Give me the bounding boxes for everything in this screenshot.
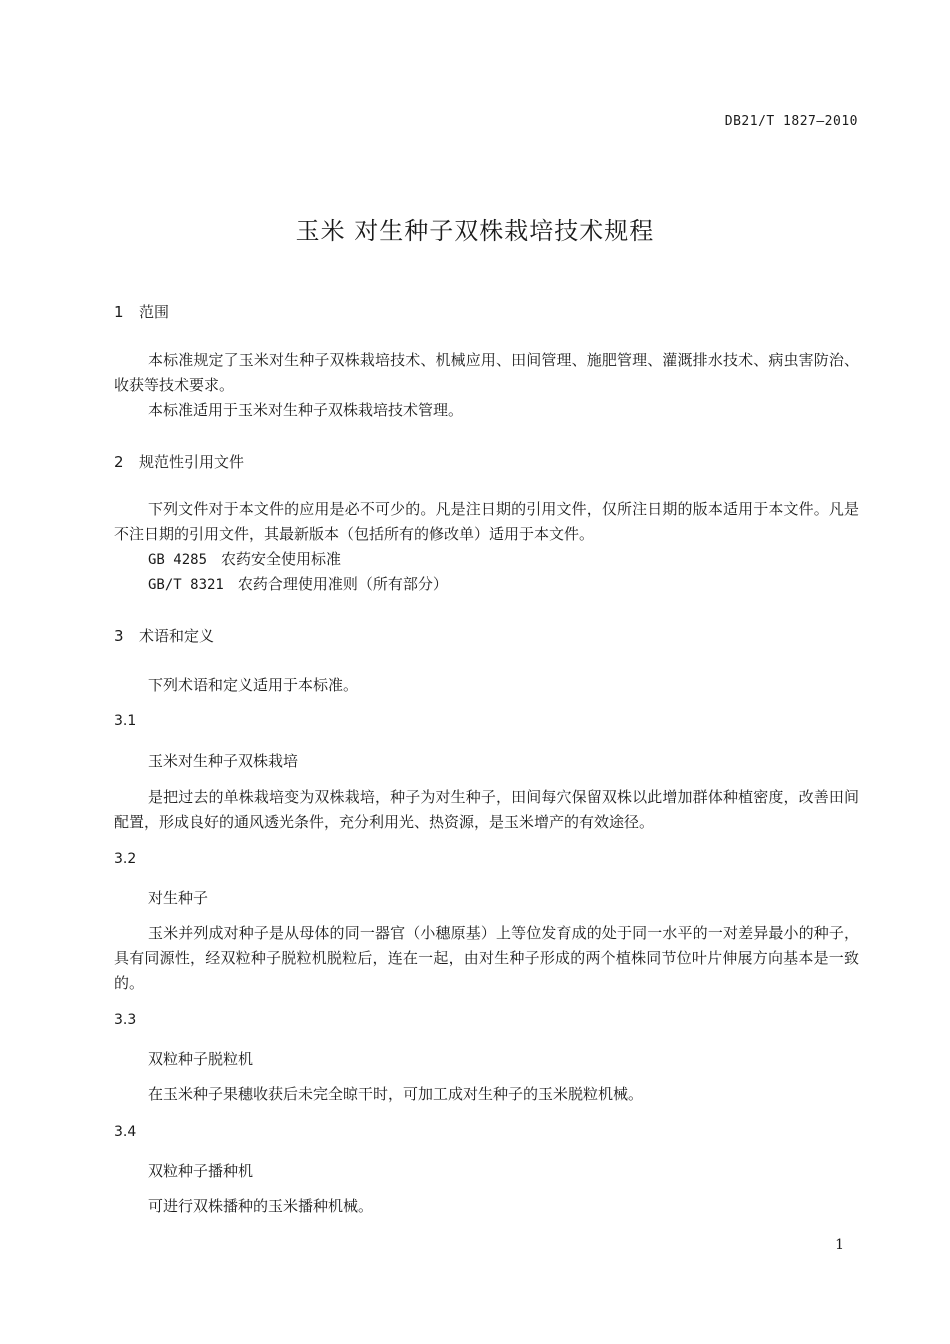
paragraph-references: 下列文件对于本文件的应用是必不可少的。凡是注日期的引用文件，仅所注日期的版本适用于本文件。凡是不注日期的引用文件，其最新版本（包括所有的修改单）适用于本文件。 xyxy=(114,500,859,543)
term-definition: 是把过去的单株栽培变为双株栽培，种子为对生种子，田间每穴保留双株以此增加群体种植密度，改善田间配置，形成良好的通风透光条件，充分利用光、热资源，是玉米增产的有效途径。 xyxy=(114,788,859,831)
term-number: 3.3 xyxy=(114,1012,137,1028)
section-number: 1 xyxy=(114,303,124,321)
term-name: 双粒种子脱粒机 xyxy=(148,1050,254,1068)
section-title: 范围 xyxy=(139,303,170,321)
paragraph-scope-2: 本标准适用于玉米对生种子双株栽培技术管理。 xyxy=(148,401,464,419)
document-title: 玉米 对生种子双株栽培技术规程 xyxy=(295,217,655,245)
term-name: 玉米对生种子双株栽培 xyxy=(148,752,299,770)
term-number: 3.4 xyxy=(114,1124,137,1140)
section-heading-references xyxy=(114,451,244,472)
term-definition: 玉米并列成对种子是从母体的同一器官（小穗原基）上等位发育成的处于同一水平的一对差异最小的种子，具有同源性，经双粒种子脱粒机脱粒后，连在一起，由对生种子形成的两个植株同节位叶片伸展方向基本是一致的。 xyxy=(114,924,859,992)
term-definition: 在玉米种子果穗收获后未完全晾干时，可加工成对生种子的玉米脱粒机械。 xyxy=(148,1085,644,1103)
reference-item xyxy=(148,573,448,594)
section-title: 规范性引用文件 xyxy=(139,453,245,471)
section-title: 术语和定义 xyxy=(139,627,215,645)
section-number: 3 xyxy=(114,627,124,645)
paragraph-terms-intro: 下列术语和定义适用于本标准。 xyxy=(148,676,359,694)
reference-code: GB/T 8321 xyxy=(148,577,224,593)
reference-item xyxy=(148,548,341,569)
section-number: 2 xyxy=(114,453,124,471)
reference-code: GB 4285 xyxy=(148,552,208,568)
term-name: 对生种子 xyxy=(148,889,209,907)
reference-title: 农药安全使用标准 xyxy=(221,550,342,568)
reference-title: 农药合理使用准则（所有部分） xyxy=(237,575,448,593)
paragraph-scope-1: 本标准规定了玉米对生种子双株栽培技术、机械应用、田间管理、施肥管理、灌溉排水技术、病虫害防治、收获等技术要求。 xyxy=(114,351,859,394)
section-heading-terms xyxy=(114,625,214,646)
term-number: 3.2 xyxy=(114,851,137,867)
term-number: 3.1 xyxy=(114,713,137,729)
term-definition: 可进行双株播种的玉米播种机械。 xyxy=(148,1197,374,1215)
standard-code: DB21/T 1827—2010 xyxy=(724,114,858,129)
section-heading-scope xyxy=(114,301,169,322)
page-number: 1 xyxy=(835,1237,844,1253)
term-name: 双粒种子播种机 xyxy=(148,1162,254,1180)
